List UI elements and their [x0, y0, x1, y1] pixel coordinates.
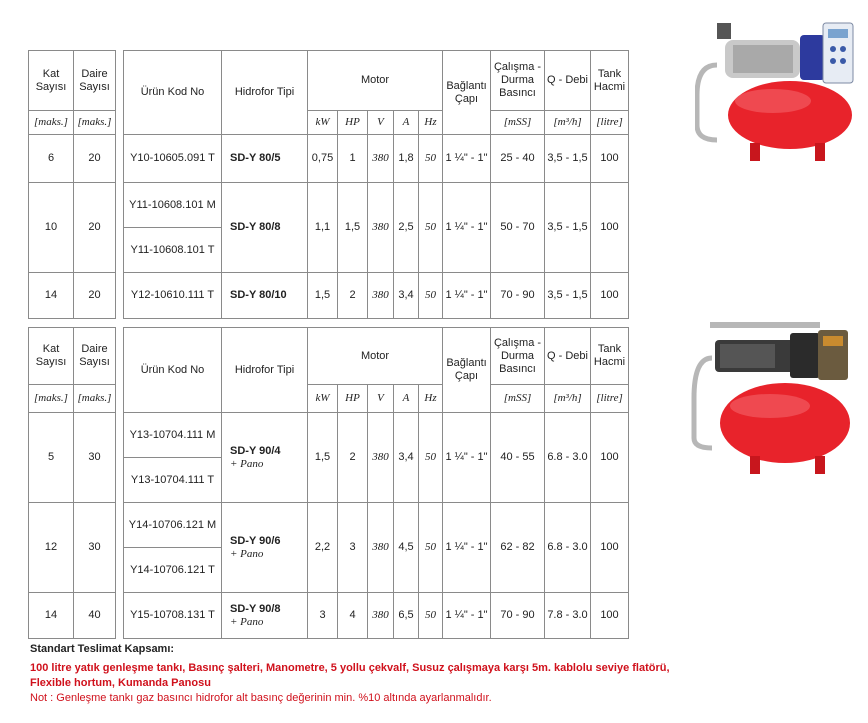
cell-hp: 3: [338, 503, 368, 593]
tip-label: SD-Y 90/6: [230, 534, 281, 547]
header-baglanti: Bağlantı Çapı: [443, 51, 491, 135]
cell-tank: 100: [591, 183, 629, 273]
cell-kat: 10: [29, 183, 74, 273]
cell-baglanti: 1 ¼" - 1": [443, 593, 491, 639]
cell-tank: 100: [591, 593, 629, 639]
unit-v: V: [368, 111, 394, 135]
cell-kw: 1,5: [308, 413, 338, 503]
tip-label: SD-Y 90/4: [230, 444, 281, 457]
cell-hz: 50: [419, 593, 443, 639]
cell-kw: 1,5: [308, 273, 338, 319]
cell-kat: 14: [29, 593, 74, 639]
product-table-2: [28, 327, 629, 639]
cell-tip: SD-Y 80/5: [222, 135, 308, 183]
cell-tip: [222, 413, 308, 503]
header-daire: Daire Sayısı: [74, 328, 116, 385]
cell-tip: [222, 503, 308, 593]
unit-maks: [maks.]: [29, 111, 74, 135]
cell-tip: SD-Y 80/8: [222, 183, 308, 273]
cell-kw: 3: [308, 593, 338, 639]
unit-litre: [litre]: [591, 111, 629, 135]
cell-tank: 100: [591, 273, 629, 319]
cell-tip: SD-Y 80/10: [222, 273, 308, 319]
header-hidrofor: Hidrofor Tipi: [222, 51, 308, 135]
unit-a: A: [394, 385, 419, 413]
header-tank: Tank Hacmi: [591, 51, 629, 111]
unit-hz: Hz: [419, 111, 443, 135]
cell-basinc: 70 - 90: [491, 273, 545, 319]
header-calisma: Çalışma - Durma Basıncı: [491, 51, 545, 111]
unit-maks: [maks.]: [74, 385, 116, 413]
cell-kw: 0,75: [308, 135, 338, 183]
cell-tip: [222, 593, 308, 639]
cell-v: 380: [368, 593, 394, 639]
header-kat: Kat Sayısı: [29, 328, 74, 385]
cell-basinc: 62 - 82: [491, 503, 545, 593]
cell-hz: 50: [419, 503, 443, 593]
unit-maks: [maks.]: [74, 111, 116, 135]
cell-debi: 3,5 - 1,5: [545, 183, 591, 273]
cell-hz: 50: [419, 183, 443, 273]
cell-kod: Y12-10610.111 T: [124, 273, 222, 319]
cell-hz: 50: [419, 135, 443, 183]
unit-m3h: [m³/h]: [545, 111, 591, 135]
header-debi: Q - Debi: [545, 328, 591, 385]
cell-kat: 6: [29, 135, 74, 183]
pano-label: + Pano: [230, 615, 264, 628]
cell-v: 380: [368, 413, 394, 503]
delivery-notes: [30, 642, 850, 706]
cell-kat: 14: [29, 273, 74, 319]
cell-v: 380: [368, 183, 394, 273]
unit-mss: [mSS]: [491, 111, 545, 135]
unit-kw: kW: [308, 385, 338, 413]
cell-kod: Y11-10608.101 M: [124, 183, 222, 228]
cell-a: 4,5: [394, 503, 419, 593]
cell-tank: 100: [591, 503, 629, 593]
cell-tank: 100: [591, 413, 629, 503]
cell-baglanti: 1 ¼" - 1": [443, 183, 491, 273]
cell-hz: 50: [419, 413, 443, 503]
header-urun: Ürün Kod No: [124, 51, 222, 135]
unit-litre: [litre]: [591, 385, 629, 413]
cell-a: 6,5: [394, 593, 419, 639]
cell-basinc: 40 - 55: [491, 413, 545, 503]
header-kat: Kat Sayısı: [29, 51, 74, 111]
pano-label: + Pano: [230, 547, 264, 560]
cell-daire: 30: [74, 413, 116, 503]
pump-image-90: [690, 318, 860, 478]
cell-kw: 1,1: [308, 183, 338, 273]
cell-kod: Y14-10706.121 M: [124, 503, 222, 548]
unit-hp: HP: [338, 111, 368, 135]
cell-debi: 6.8 - 3.0: [545, 413, 591, 503]
header-hidrofor: Hidrofor Tipi: [222, 328, 308, 413]
cell-daire: 20: [74, 183, 116, 273]
cell-a: 2,5: [394, 183, 419, 273]
cell-baglanti: 1 ¼" - 1": [443, 135, 491, 183]
cell-debi: 3,5 - 1,5: [545, 135, 591, 183]
unit-mss: [mSS]: [491, 385, 545, 413]
header-baglanti: Bağlantı Çapı: [443, 328, 491, 413]
unit-a: A: [394, 111, 419, 135]
cell-hp: 2: [338, 413, 368, 503]
cell-baglanti: 1 ¼" - 1": [443, 413, 491, 503]
pano-label: + Pano: [230, 457, 264, 470]
unit-hp: HP: [338, 385, 368, 413]
cell-hp: 1,5: [338, 183, 368, 273]
header-tank: Tank Hacmi: [591, 328, 629, 385]
cell-basinc: 25 - 40: [491, 135, 545, 183]
header-motor: Motor: [308, 328, 443, 385]
notes-line-1: 100 litre yatık genleşme tankı, Basınç şalteri, Manometre, 5 yollu çekvalf, Susuz çalışmaya karşı 5m. kablolu seviye flatörü,: [30, 662, 670, 674]
unit-v: V: [368, 385, 394, 413]
header-urun: Ürün Kod No: [124, 328, 222, 413]
cell-kod: Y13-10704.111 M: [124, 413, 222, 458]
cell-hp: 4: [338, 593, 368, 639]
cell-hp: 1: [338, 135, 368, 183]
notes-warning: Not : Genleşme tankı gaz basıncı hidrofor alt basınç değerinin min. %10 altında ayarlanmalıdır.: [30, 692, 492, 704]
cell-debi: 3,5 - 1,5: [545, 273, 591, 319]
pump-image-80: [695, 5, 855, 165]
cell-v: 380: [368, 135, 394, 183]
cell-kod: Y13-10704.111 T: [124, 458, 222, 503]
cell-kat: 12: [29, 503, 74, 593]
header-calisma: Çalışma - Durma Basıncı: [491, 328, 545, 385]
unit-m3h: [m³/h]: [545, 385, 591, 413]
cell-kat: 5: [29, 413, 74, 503]
cell-kod: Y10-10605.091 T: [124, 135, 222, 183]
cell-debi: 6.8 - 3.0: [545, 503, 591, 593]
cell-kod: Y11-10608.101 T: [124, 228, 222, 273]
cell-daire: 20: [74, 273, 116, 319]
cell-hp: 2: [338, 273, 368, 319]
header-debi: Q - Debi: [545, 51, 591, 111]
cell-baglanti: 1 ¼" - 1": [443, 273, 491, 319]
notes-line-2: Flexible hortum, Kumanda Panosu: [30, 677, 211, 689]
header-motor: Motor: [308, 51, 443, 111]
cell-baglanti: 1 ¼" - 1": [443, 503, 491, 593]
notes-title: Standart Teslimat Kapsamı:: [30, 643, 175, 655]
cell-v: 380: [368, 273, 394, 319]
tip-label: SD-Y 90/8: [230, 602, 281, 615]
unit-maks: [maks.]: [29, 385, 74, 413]
cell-hz: 50: [419, 273, 443, 319]
cell-kw: 2,2: [308, 503, 338, 593]
cell-a: 3,4: [394, 273, 419, 319]
cell-a: 3,4: [394, 413, 419, 503]
cell-basinc: 50 - 70: [491, 183, 545, 273]
cell-basinc: 70 - 90: [491, 593, 545, 639]
cell-daire: 30: [74, 503, 116, 593]
cell-a: 1,8: [394, 135, 419, 183]
cell-v: 380: [368, 503, 394, 593]
unit-kw: kW: [308, 111, 338, 135]
cell-kod: Y14-10706.121 T: [124, 548, 222, 593]
cell-daire: 40: [74, 593, 116, 639]
header-daire: Daire Sayısı: [74, 51, 116, 111]
cell-kod: Y15-10708.131 T: [124, 593, 222, 639]
cell-debi: 7.8 - 3.0: [545, 593, 591, 639]
cell-tank: 100: [591, 135, 629, 183]
cell-daire: 20: [74, 135, 116, 183]
unit-hz: Hz: [419, 385, 443, 413]
product-table-1: [28, 50, 629, 319]
